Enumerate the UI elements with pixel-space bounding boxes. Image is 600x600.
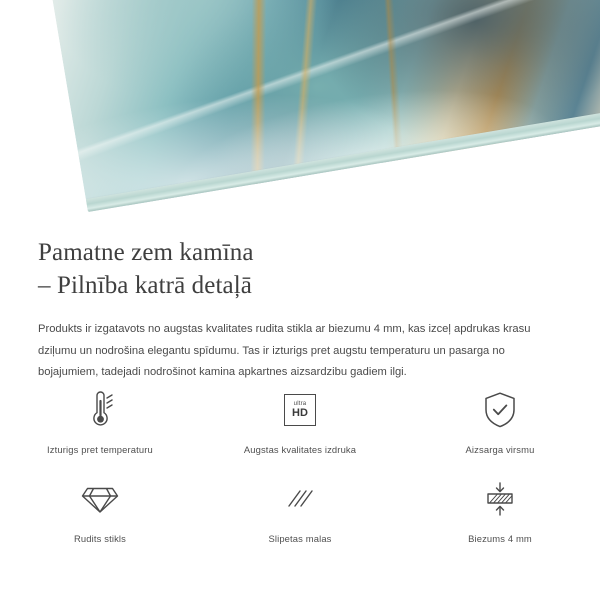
text-content [0,228,600,384]
page-title-line-1: Pamatne zem kamīna [38,239,254,266]
feature-polished-edges-label: Slipetas malas [268,533,332,544]
thickness-arrows-icon [478,477,522,521]
description-paragraph: Produkts ir izgatavots no augstas kvalitates rudita stikla ar biezumu 4 mm, kas izceļ apdrukas krasu dziļumu un nodrošina elegantu spīdumu. Tas ir izturigs pret augstu temperaturu un pasarga no bojajumiem, tadejadi nodrošinot kamina apkartnes aizsardzibu gadiem ilgi. [38,323,531,378]
feature-row-2 [0,477,600,544]
polished-edges-icon [280,477,320,521]
feature-print-quality [200,388,400,455]
ultra-hd-icon [284,388,316,432]
feature-thickness [400,477,600,544]
feature-row-1 [0,388,600,455]
feature-surface-protection-label: Aizsarga virsmu [465,444,535,455]
feature-surface-protection [400,388,600,455]
light-wash-overlay [34,0,600,212]
ultra-hd-badge-top: ultra [293,401,307,407]
shield-check-icon [483,388,517,432]
feature-temperature-label: Izturigs pret temperaturu [47,444,153,455]
thermometer-icon [80,388,120,432]
feature-polished-edges [200,477,400,544]
hero-image-inner [0,0,600,228]
glass-panel-slab [34,0,600,212]
hero-image [0,0,600,228]
feature-thickness-label: Biezums 4 mm [468,533,532,544]
ultra-hd-badge [284,394,316,426]
feature-tempered-glass [0,477,200,544]
feature-temperature [0,388,200,455]
page-title-line-2: – Pilnība katrā detaļā [38,272,252,299]
sparkle-small-icon [533,186,555,208]
diamond-icon [80,477,120,521]
ultra-hd-badge-bottom: HD [292,407,308,419]
feature-tempered-glass-label: Rudits stikls [74,533,126,544]
feature-print-quality-label: Augstas kvalitates izdruka [243,444,357,455]
page-title [0,228,600,302]
feature-grid [0,388,600,544]
